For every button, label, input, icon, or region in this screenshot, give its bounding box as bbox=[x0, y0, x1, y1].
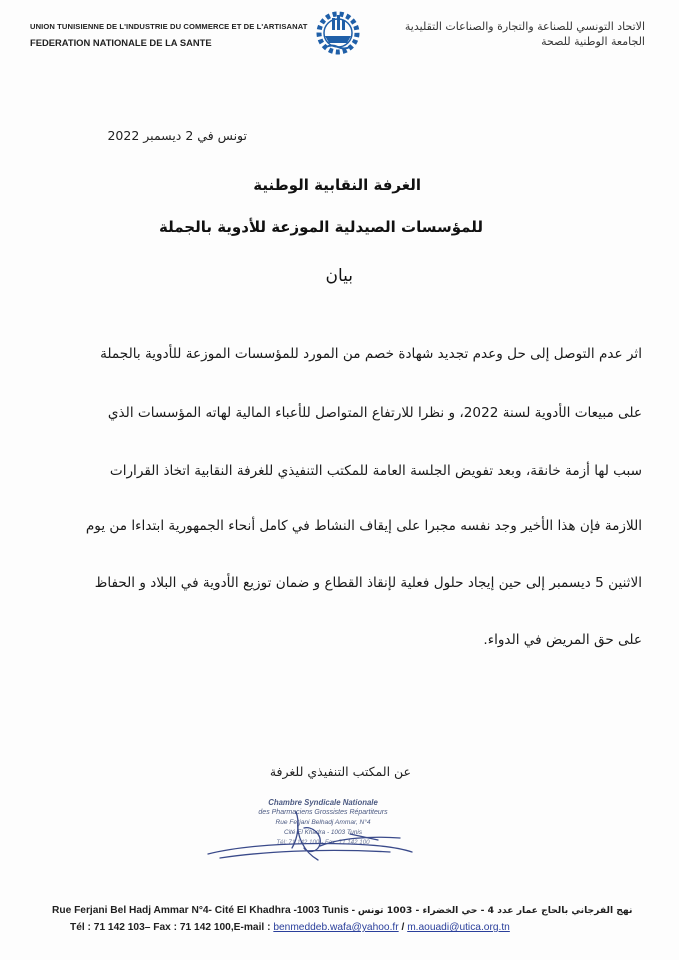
header-right bbox=[355, 20, 645, 48]
body-line-5: الاثنين 5 ديسمبر إلى حين إيجاد حلول فعلية لإنقاذ القطاع و ضمان توزيع الأدوية في البلاد و الحفاظ bbox=[94, 575, 642, 591]
letter-title-line1: الغرفة النقابية الوطنية bbox=[253, 176, 421, 194]
letter-title-line2: للمؤسسات الصيدلية الموزعة للأدوية بالجملة bbox=[159, 218, 483, 236]
handwritten-signature bbox=[200, 808, 420, 878]
union-name-ar: الاتحاد التونسي للصناعة والتجارة والصناعات التقليدية bbox=[404, 20, 645, 33]
body-line-4: اللازمة فإن هذا الأخير وجد نفسه مجبرا على إيقاف النشاط في كامل أنحاء الجمهورية ابتداءا من يوم bbox=[85, 518, 642, 534]
stamp-line-1: Chambre Syndicale Nationale bbox=[268, 798, 378, 807]
federation-name-fr: FEDERATION NATIONALE DE LA SANTE bbox=[30, 37, 212, 48]
footer-phones: Tél : 71 142 103– Fax : 71 142 100,E-mail : bbox=[70, 922, 271, 933]
footer-address-fr: Rue Ferjani Bel Hadj Ammar N°4- Cité El Khadhra -1003 Tunis - bbox=[52, 905, 355, 916]
federation-name-ar: الجامعة الوطنية للصحة bbox=[541, 35, 645, 48]
body-line-1: اثر عدم التوصل إلى حل وعدم تجديد شهادة خصم من المورد للمؤسسات الموزعة للأدوية بالجملة bbox=[100, 346, 642, 362]
body-line-2: على مبيعات الأدوية لسنة 2022، و نظرا للارتفاع المتواصل للأعباء المالية لهاته المؤسسات الذي bbox=[107, 405, 642, 421]
letter-subject: بيان bbox=[325, 266, 353, 286]
body-line-6: على حق المريض في الدواء. bbox=[483, 632, 642, 648]
stamp-line-4: Cité El Khadra - 1003 Tunis bbox=[283, 829, 363, 836]
footer-address-ar: نهج الفرجاني بالحاج عمار عدد 4 - حي الخضراء - 1003 تونس bbox=[357, 905, 633, 916]
signer-label: عن المكتب التنفيذي للغرفة bbox=[269, 764, 411, 779]
footer-contact bbox=[70, 922, 510, 933]
stamp-line-2: des Pharmaciens Grossistes Répartiteurs bbox=[258, 809, 388, 816]
stamp-line-5: Tél: 71 142 100 - Fax: 71 142 100 bbox=[276, 839, 370, 846]
footer-address bbox=[52, 905, 632, 916]
email-link-1[interactable]: benmeddeb.wafa@yahoo.fr bbox=[273, 922, 399, 933]
letter-date: تونس في 2 ديسمبر 2022 bbox=[107, 128, 247, 143]
stamp-line-3: Rue Ferjani Belhadj Ammar, N°4 bbox=[275, 819, 371, 826]
email-separator: / bbox=[401, 922, 405, 933]
header-left bbox=[30, 22, 330, 48]
union-name-fr: UNION TUNISIENNE DE L'INDUSTRIE DU COMMERCE ET DE L'ARTISANAT bbox=[30, 22, 308, 31]
body-line-3: سبب لها أزمة خانقة، وبعد تفويض الجلسة العامة للمكتب التنفيذي للغرفة النقابية اتخاذ القرارات bbox=[109, 463, 642, 479]
email-link-2[interactable]: m.aouadi@utica.org.tn bbox=[407, 922, 510, 933]
